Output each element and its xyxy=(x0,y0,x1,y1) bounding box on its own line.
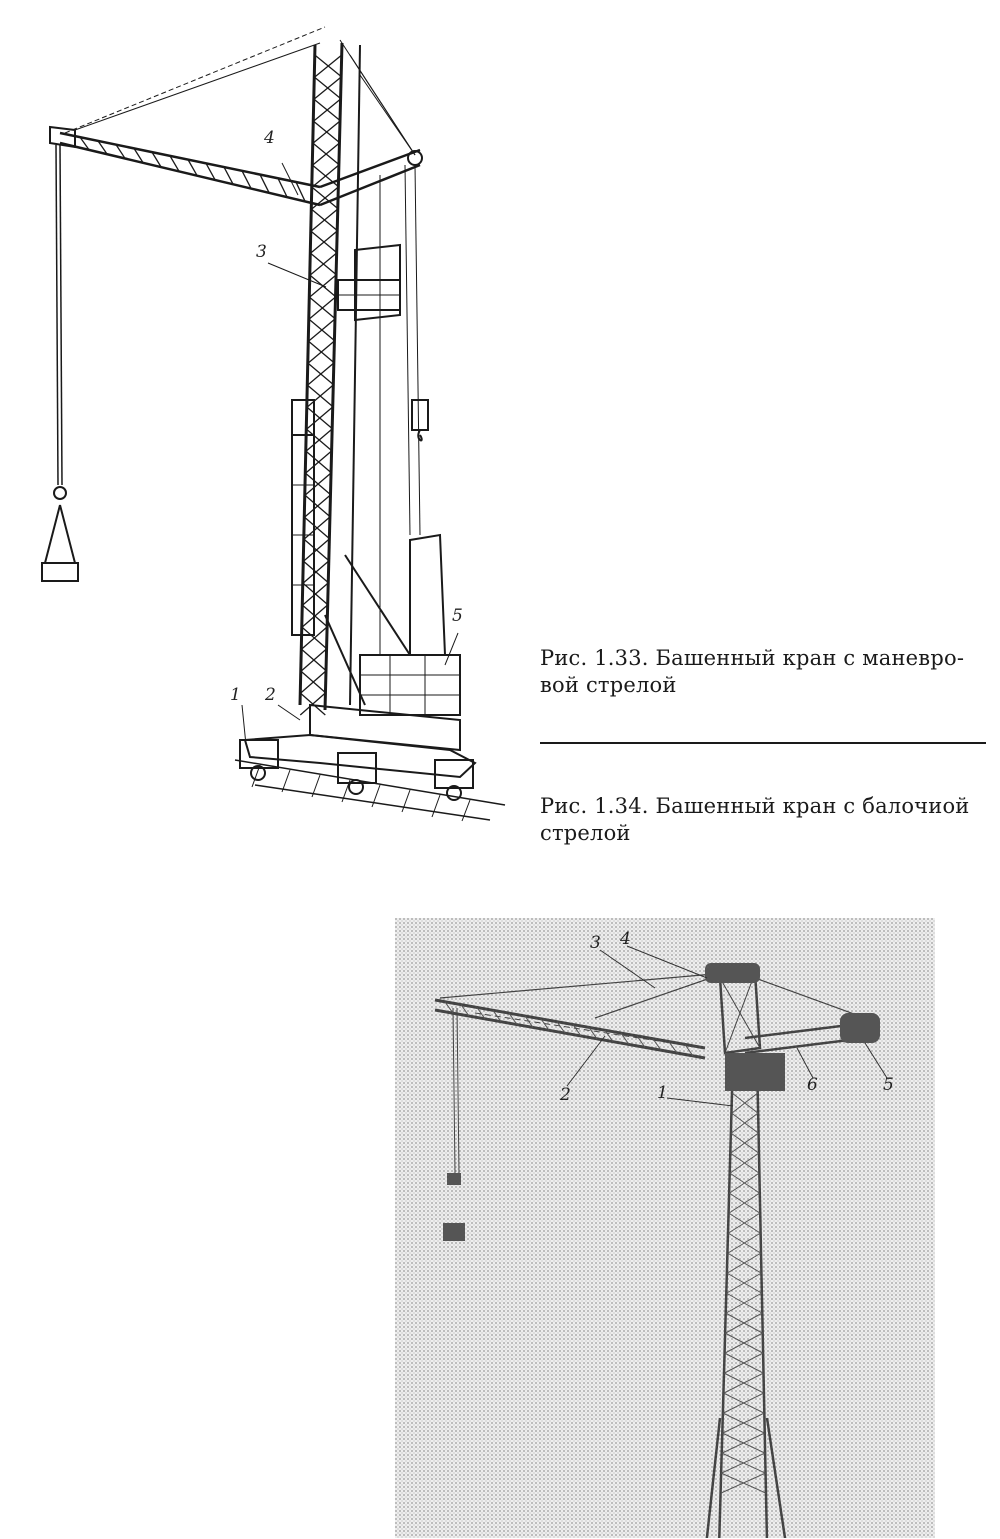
caption-line: Рис. 1.33. Башенный кран с маневро- xyxy=(540,646,965,670)
caption-line: Рис. 1.34. Башенный кран с балочиой xyxy=(540,794,970,818)
callout-5: 5 xyxy=(452,606,463,626)
callout-1: 1 xyxy=(657,1083,668,1103)
figure-caption-1-34 xyxy=(540,793,990,847)
callout-2: 2 xyxy=(265,685,276,705)
callout-3: 3 xyxy=(590,933,601,953)
caption-line: вой стрелой xyxy=(540,673,677,697)
callout-4: 4 xyxy=(620,929,631,949)
figure-1-33-crane-drawing xyxy=(20,15,540,825)
callout-3: 3 xyxy=(256,242,267,262)
caption-line: стрелой xyxy=(540,821,631,845)
callout-5: 5 xyxy=(883,1075,894,1095)
figure-1-34-crane-photo xyxy=(395,918,935,1538)
callout-2: 2 xyxy=(560,1085,571,1105)
callout-1: 1 xyxy=(230,685,241,705)
divider-line xyxy=(540,742,986,744)
figure-caption-1-33 xyxy=(540,645,990,699)
callout-6: 6 xyxy=(807,1075,818,1095)
callout-4: 4 xyxy=(264,128,275,148)
